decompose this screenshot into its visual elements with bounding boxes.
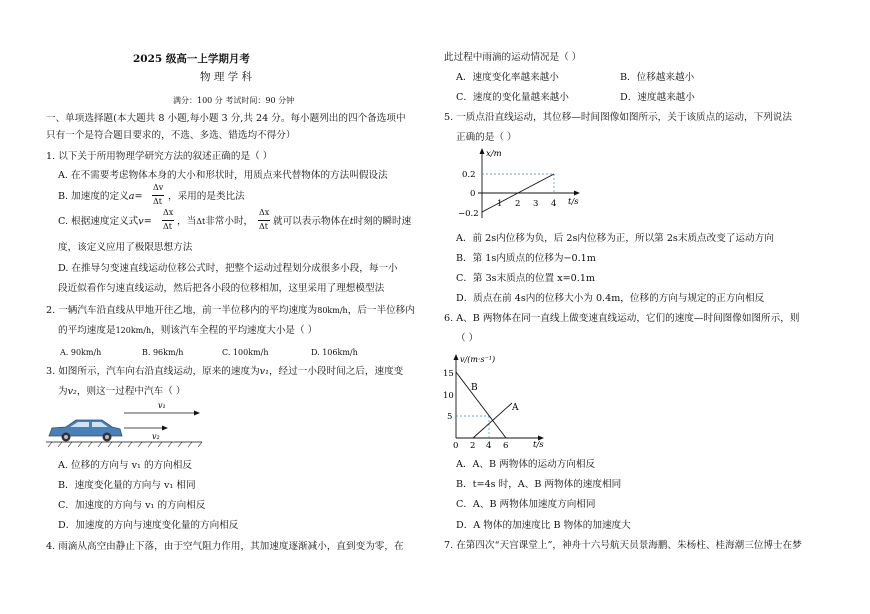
q6-ytick-5: 5 <box>447 412 453 422</box>
q1-b-post: ，采用的是类比法 <box>168 191 245 202</box>
q6-ytick-15: 15 <box>443 369 454 379</box>
q6-option-b: B．t=4s 时，A、B 两物体的速度相同 <box>456 479 622 490</box>
q5-ytick-0: 0 <box>470 189 476 199</box>
exam-subject: 物 理 学 科 <box>200 71 253 83</box>
q5-stem-line2: 正确的是（ ） <box>456 132 517 143</box>
q5-option-c: C．第 3s末质点的位置 x=0.1m <box>456 273 596 284</box>
q5-y-label: x/m <box>486 149 502 159</box>
q6-label-b: B <box>471 383 478 393</box>
q5-option-d: D．质点在前 4s内的位移大小为 0.4m，位移的方向与规定的正方向相反 <box>456 293 765 304</box>
q1-c-frac2-den: Δt <box>259 222 268 231</box>
q6-option-c: C．A、B 两物体加速度方向相同 <box>456 499 596 510</box>
q5-stem-line1: 5. 一质点沿直线运动，其位移—时间图像如图所示，关于该质点的运动，下列说法 <box>444 112 792 123</box>
ground-hatching <box>48 442 202 447</box>
q1-option-a: A. 在不需要考虑物体本身的大小和形状时，用质点来代替物体的方法叫假设法 <box>58 170 388 181</box>
q6-y-label: v/(m·s⁻¹) <box>460 355 496 364</box>
q2-option-c: C. 100km/h <box>222 348 269 357</box>
q1-stem: 1. 以下关于所用物理学研究方法的叙述正确的是（ ） <box>46 151 273 162</box>
q6-label-a: A <box>512 403 519 413</box>
exam-meta: 满分：100 分 考试时间：90 分钟 <box>173 96 295 105</box>
q5-xt-graph <box>450 146 590 228</box>
car-icon <box>49 420 122 442</box>
q5-option-a: A．前 2s内位移为负，后 2s内位移为正，所以第 2s末质点改变了运动方向 <box>456 233 774 244</box>
section-heading-line1: 一、单项选择题(本大题共 8 小题,每小题 3 分,共 24 分。每小题列出的四个备选项中 <box>46 113 406 124</box>
q6-stem-line2: （ ） <box>456 333 479 344</box>
q5-xtick-3: 3 <box>533 199 539 209</box>
q2-option-d: D. 106km/h <box>311 348 358 357</box>
q1-b-frac-num: Δv <box>153 183 164 192</box>
q3-option-c: C．加速度的方向与 v₁ 的方向相反 <box>58 500 206 511</box>
q1-b-frac-den: Δt <box>153 197 162 206</box>
q6-line-b <box>456 372 506 438</box>
q4-stem-line2: 此过程中雨滴的运动情况是（ ） <box>444 52 582 63</box>
q6-ytick-10: 10 <box>443 391 454 401</box>
q5-x-axis-arrow <box>574 191 580 196</box>
v1-label: v₁ <box>158 401 166 410</box>
v1-arrow-head <box>194 411 200 416</box>
q5-option-b: B．第 1s内质点的位移为−0.1m <box>456 253 596 264</box>
v2-label: v₂ <box>152 432 160 441</box>
q1-option-d-line1: D. 在推导匀变速直线运动位移公式时，把整个运动过程划分成很多小段，每一小 <box>58 263 398 274</box>
q6-stem-line1: 6. A、B 两物体在同一直线上做变速直线运动，它们的速度—时间图像如图所示，则 <box>444 313 800 324</box>
q3-car-figure <box>44 398 204 450</box>
q3-option-d: D．加速度的方向与速度变化量的方向相反 <box>58 520 239 531</box>
q5-x-label: t/s <box>568 197 579 207</box>
q4-option-d: D．速度越来越小 <box>620 92 695 103</box>
q1-option-d-line2: 段近似看作匀速直线运动，然后把各小段的位移相加，这里采用了理想模型法 <box>58 283 385 294</box>
q2-stem-line1: 2. 一辆汽车沿直线从甲地开往乙地，前一半位移内的平均速度为80km/h，后一半位移内 <box>46 305 415 316</box>
q5-xtick-1: 1 <box>497 199 503 209</box>
q4-stem-line1: 4. 雨滴从高空由静止下落，由于空气阻力作用，其加速度逐渐减小，直到变为零，在 <box>46 541 404 552</box>
exam-title: 2025 级高一上学期月考 <box>133 53 250 65</box>
q6-vt-graph <box>440 350 555 450</box>
q6-xtick-0: 0 <box>453 441 459 450</box>
q1-c-frac-den: Δt <box>163 222 172 231</box>
q4-option-b: B．位移越来越小 <box>620 72 695 83</box>
q4-option-a: A．速度变化率越来越小 <box>456 72 559 83</box>
q4-option-c: C．速度的变化量越来越小 <box>456 92 569 103</box>
q3-option-a: A. 位移的方向与 v₁ 的方向相反 <box>58 460 192 471</box>
q6-xtick-6: 6 <box>503 441 509 450</box>
q6-y-axis-arrow <box>454 354 459 360</box>
q6-option-a: A．A、B 两物体的运动方向相反 <box>456 459 596 470</box>
q5-xtick-4: 4 <box>551 199 557 209</box>
q2-stem-line2: 的平均速度是120km/h，则该汽车全程的平均速度大小是（ ） <box>58 325 318 336</box>
q5-xtick-2: 2 <box>515 199 521 209</box>
q6-x-label: t/s <box>533 440 544 450</box>
q1-option-b: B. 加速度的定义a= <box>58 191 143 202</box>
q5-ytick-neg0.2: −0.2 <box>458 209 479 219</box>
q1-c-line2: 度，该定义应用了极限思想方法 <box>58 242 193 253</box>
q1-c-mid: ，当Δt非常小时， <box>177 216 254 227</box>
q3-stem-line2: 为v₂，则这一过程中汽车（ ） <box>58 386 186 397</box>
section-heading-line2: 只有一个是符合题目要求的，不选、多选、错选均不得分） <box>46 130 296 141</box>
q6-line-a <box>473 403 512 438</box>
q5-y-axis-arrow <box>480 148 485 154</box>
q5-ytick-0.2: 0.2 <box>462 170 476 180</box>
v2-arrow-head <box>162 426 168 431</box>
q1-c-post: 就可以表示物体在t时刻的瞬时速 <box>273 216 412 227</box>
q7-stem-line1: 7. 在第四次“天宫课堂上”，神舟十六号航天员景海鹏、朱杨柱、桂海潮三位博士在梦 <box>444 540 802 551</box>
q1-c-frac2-num: Δx <box>259 208 270 217</box>
q6-option-d: D．A 物体的加速度比 B 物体的加速度大 <box>456 520 631 531</box>
q3-stem-line1: 3. 如图所示，汽车向右沿直线运动，原来的速度为v₁，经过一小段时间之后，速度变 <box>46 366 404 377</box>
q3-option-b: B．速度变化量的方向与 v₁ 相同 <box>58 480 196 491</box>
q1-c-frac-num: Δx <box>163 208 174 217</box>
q2-option-b: B. 96km/h <box>142 348 184 357</box>
q1-option-c: C. 根据速度定义式v= <box>58 216 152 227</box>
q6-xtick-4: 4 <box>486 441 492 450</box>
q6-xtick-2: 2 <box>470 441 476 450</box>
q2-option-a: A. 90km/h <box>60 348 102 357</box>
